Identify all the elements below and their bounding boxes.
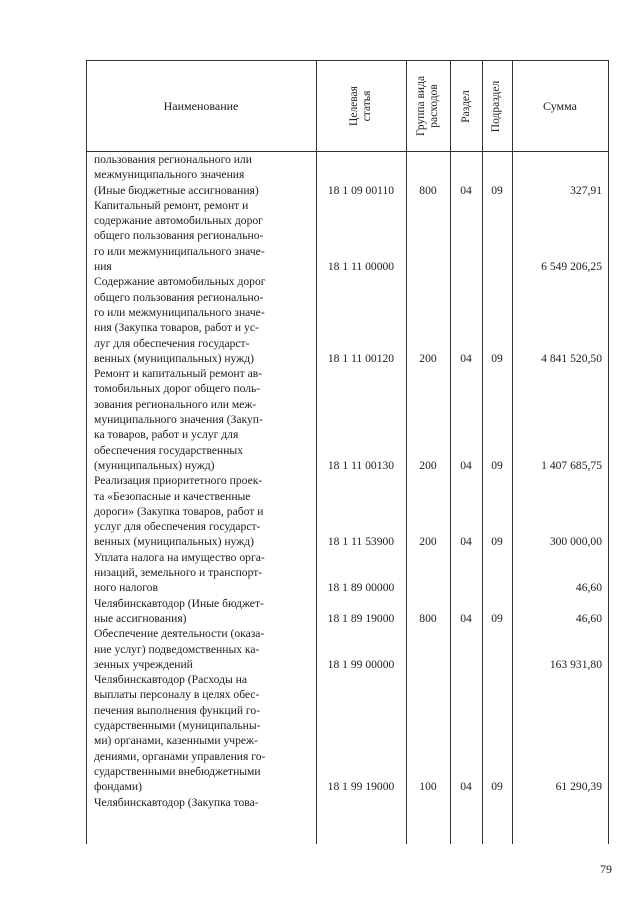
row-sum: 1 407 685,75 (541, 458, 602, 472)
header-subsection: Подраздел (490, 80, 503, 132)
row-section: 04 (460, 780, 472, 794)
row-name-line: (Иные бюджетные ассигнования) (94, 183, 259, 197)
row-name-line: та «Безопасные и качественные (94, 489, 251, 503)
row-name-line: общего пользования регионально- (94, 290, 264, 304)
header-sum-cell (512, 61, 608, 151)
row-sum: 163 931,80 (549, 657, 602, 671)
row-subsection: 09 (491, 780, 503, 794)
row-sum: 46,60 (575, 611, 602, 625)
row-sum: 46,60 (575, 581, 602, 595)
row-name-line: ка товаров, работ и услуг для (94, 428, 239, 442)
row-name (94, 672, 310, 794)
header-section: Раздел (459, 89, 472, 123)
row-name-line: венных (муниципальных) нужд) (94, 351, 254, 365)
table-row (86, 152, 608, 198)
row-sum: 4 841 520,50 (541, 351, 602, 365)
row-name-line: ные ассигнования) (94, 611, 187, 625)
row-code: 18 1 89 19000 (327, 611, 395, 625)
row-name-line: дениями, органами управления го- (94, 749, 266, 763)
row-name-line: луг для обеспечения государст- (94, 336, 250, 350)
row-code: 18 1 11 53900 (327, 535, 395, 549)
header-code: Целевая статья (348, 86, 373, 126)
row-name-line: ние услуг) подведомственных ка- (94, 642, 260, 656)
row-section: 04 (460, 458, 472, 472)
row-name (94, 550, 310, 596)
header-section-cell (450, 61, 482, 151)
table-row (86, 596, 608, 627)
row-name (94, 596, 310, 627)
row-name-line: ного налогов (94, 581, 158, 595)
row-group: 800 (419, 183, 437, 197)
row-code: 18 1 99 00000 (327, 657, 395, 671)
row-section: 04 (460, 611, 472, 625)
row-name-line: венных (муниципальных) нужд) (94, 535, 254, 549)
row-name-line: зования регионального или меж- (94, 397, 257, 411)
row-sum: 61 290,39 (555, 780, 602, 794)
table-row (86, 198, 608, 275)
row-name-line: обеспечения государственных (94, 443, 244, 457)
row-name-line: Челябинскавтодор (Иные бюджет- (94, 596, 264, 610)
page-number: 79 (600, 862, 612, 876)
row-group: 200 (419, 351, 437, 365)
row-section: 04 (460, 535, 472, 549)
column-rule (608, 60, 609, 844)
row-name-line: печения выполнения функций го- (94, 703, 261, 717)
row-name-line: томобильных дорог общего поль- (94, 382, 261, 396)
row-section: 04 (460, 183, 472, 197)
row-name-line: содержание автомобильных дорог (94, 214, 263, 228)
row-name (94, 626, 310, 672)
table-row (86, 795, 608, 810)
table-row (86, 366, 608, 473)
row-name (94, 366, 310, 473)
header-sum: Сумма (543, 98, 577, 113)
row-section: 04 (460, 351, 472, 365)
row-subsection: 09 (491, 458, 503, 472)
table-row (86, 274, 608, 366)
row-sum: 327,91 (570, 183, 602, 197)
row-name-line: Челябинскавтодор (Закупка това- (94, 795, 259, 809)
row-name-line: Капитальный ремонт, ремонт и (94, 198, 249, 212)
header-group-cell (406, 61, 450, 151)
row-name-line: Ремонт и капитальный ремонт ав- (94, 367, 263, 381)
row-subsection: 09 (491, 535, 503, 549)
row-name-line: дороги» (Закупка товаров, работ и (94, 504, 264, 518)
table-row (86, 550, 608, 596)
row-name-line: межмуниципального значения (94, 168, 245, 182)
row-code: 18 1 09 00110 (327, 183, 395, 197)
row-group: 100 (419, 780, 437, 794)
row-name-line: Уплата налога на имущество орга- (94, 550, 265, 564)
row-code: 18 1 11 00130 (327, 458, 395, 472)
row-name-line: сударственными (муниципальны- (94, 719, 261, 733)
row-code: 18 1 11 00120 (327, 351, 395, 365)
row-name-line: Реализация приоритетного проек- (94, 474, 263, 488)
row-group: 200 (419, 458, 437, 472)
row-name-line: зенных учреждений (94, 657, 193, 671)
row-name-line: сударственными внебюджетными (94, 764, 261, 778)
row-code: 18 1 11 00000 (327, 260, 395, 274)
row-code: 18 1 89 00000 (327, 581, 395, 595)
row-name-line: Челябинскавтодор (Расходы на (94, 673, 248, 687)
row-name-line: ми) органами, казенными учреж- (94, 734, 258, 748)
header-code-cell (316, 61, 406, 151)
row-group: 200 (419, 535, 437, 549)
row-name-line: услуг для обеспечения государст- (94, 520, 261, 534)
row-name-line: ния (Закупка товаров, работ и ус- (94, 321, 259, 335)
budget-table (86, 60, 608, 844)
header-group: Группа вида расходов (415, 75, 441, 137)
row-group: 800 (419, 611, 437, 625)
row-name (94, 795, 310, 810)
row-code: 18 1 99 19000 (327, 780, 395, 794)
row-name-line: выплаты персоналу в целях обес- (94, 688, 260, 702)
row-subsection: 09 (491, 183, 503, 197)
table-header (86, 60, 608, 152)
row-name-line: общего пользования регионально- (94, 229, 264, 243)
row-name-line: пользования регионального или (94, 153, 252, 166)
row-name-line: го или межмуниципального значе- (94, 244, 265, 258)
row-name-line: го или межмуниципального значе- (94, 305, 265, 319)
row-subsection: 09 (491, 611, 503, 625)
row-sum: 300 000,00 (549, 535, 602, 549)
row-name (94, 198, 310, 274)
row-name (94, 152, 310, 198)
header-subsection-cell (482, 61, 512, 151)
row-name-line: фондами) (94, 780, 142, 794)
row-name-line: низаций, земельного и транспорт- (94, 566, 263, 580)
header-name: Наименование (163, 98, 239, 113)
row-name (94, 274, 310, 366)
row-name-line: (муниципальных) нужд) (94, 458, 215, 472)
row-name-line: Обеспечение деятельности (оказа- (94, 627, 265, 641)
table-row (86, 626, 608, 672)
row-sum: 6 549 206,25 (541, 260, 602, 274)
row-subsection: 09 (491, 351, 503, 365)
row-name-line: Содержание автомобильных дорог (94, 275, 266, 289)
header-name-cell (86, 61, 316, 151)
row-name-line: ния (94, 260, 112, 274)
row-name (94, 473, 310, 549)
table-row (86, 672, 608, 794)
row-name-line: муниципального значения (Закуп- (94, 413, 263, 427)
table-row (86, 473, 608, 550)
